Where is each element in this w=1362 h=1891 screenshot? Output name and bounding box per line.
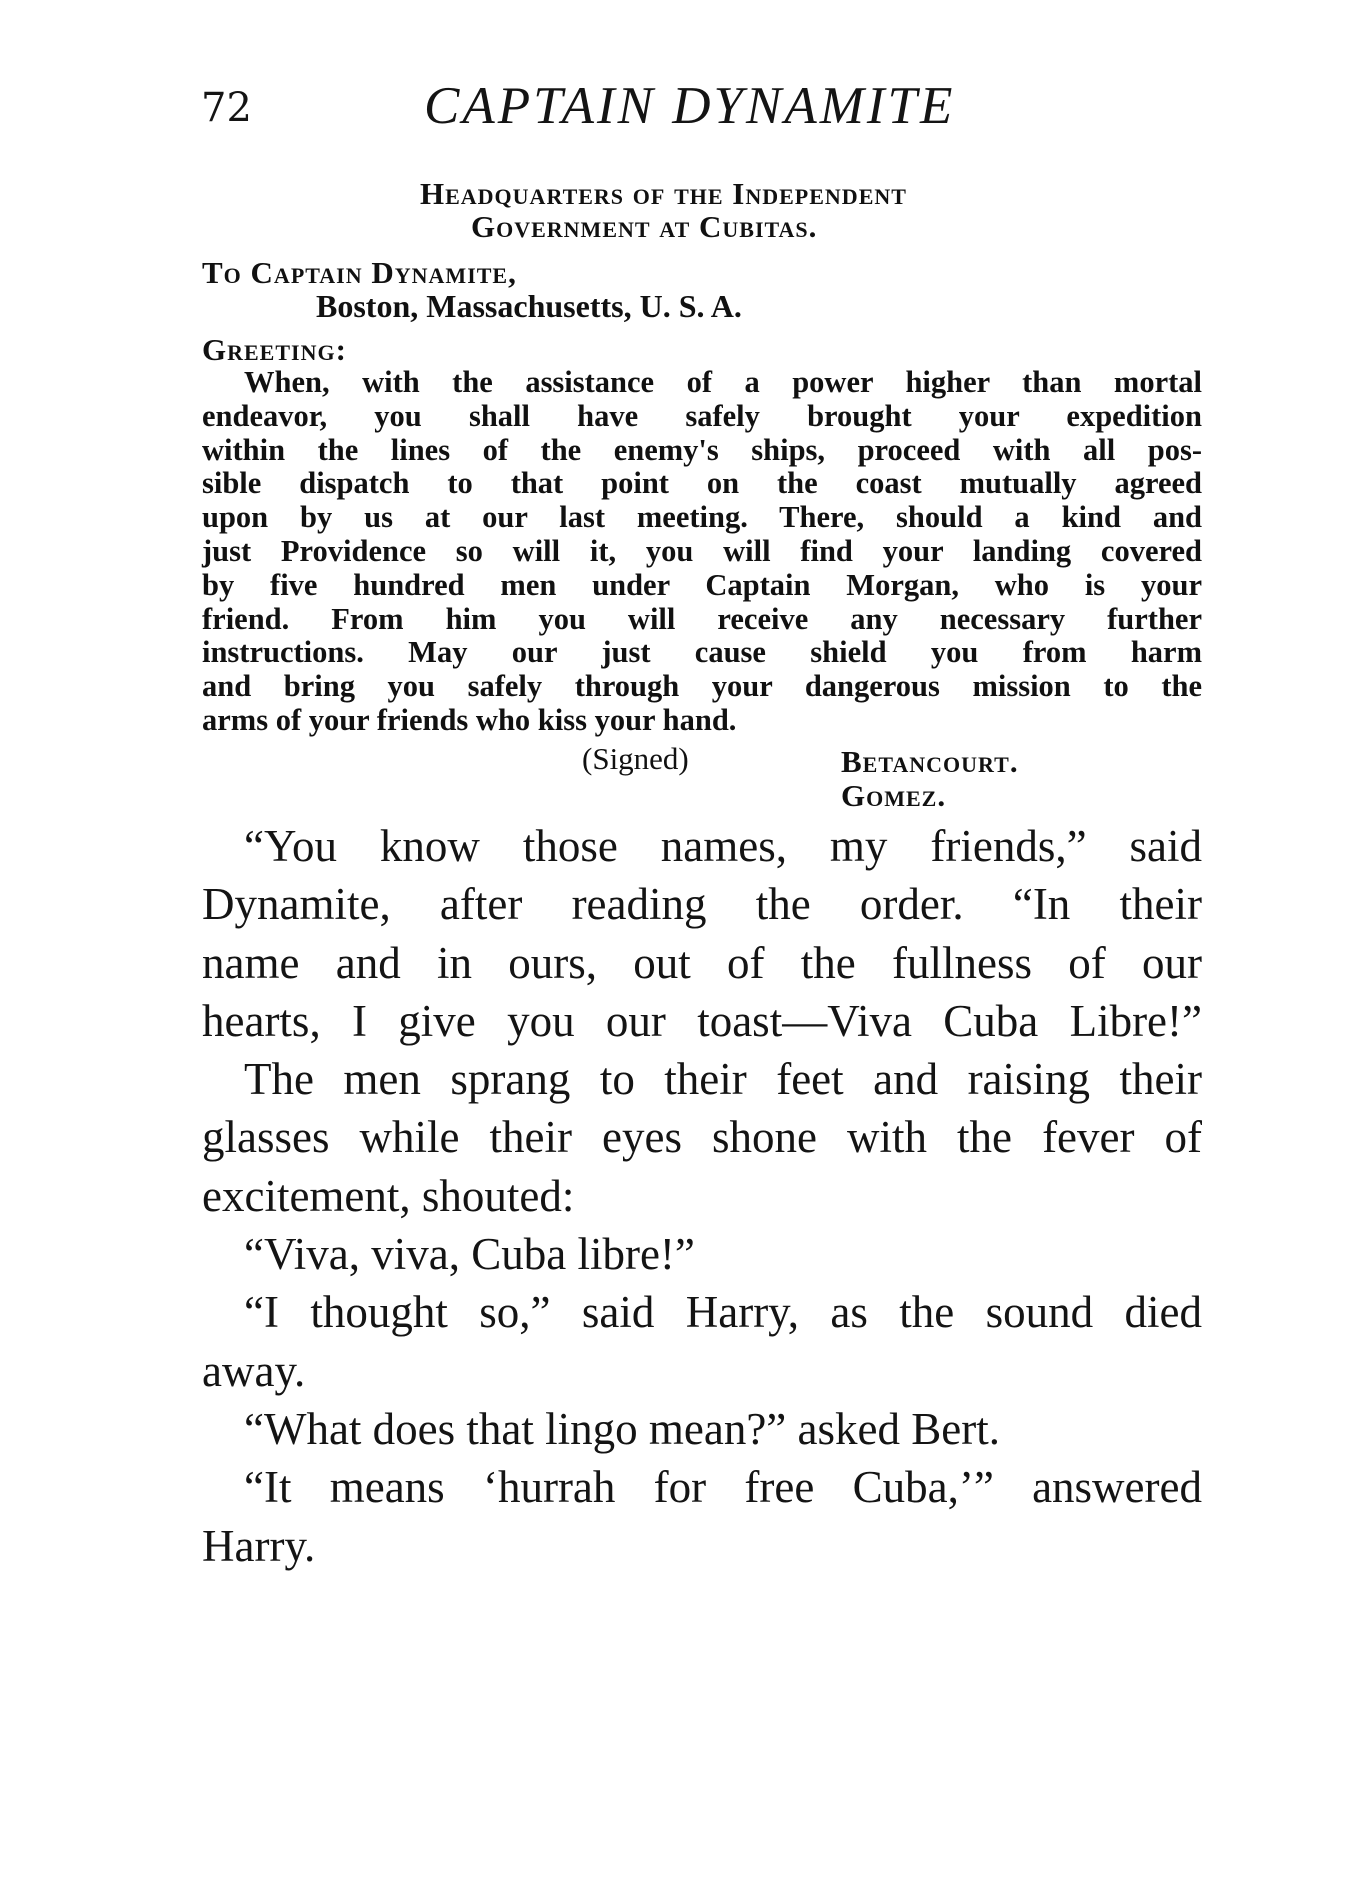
signed-label: (Signed)	[582, 741, 689, 776]
narrative-line: excitement, shouted:	[202, 1170, 575, 1221]
letter-line: and bring you safely through your dangerous mission to the	[202, 669, 1202, 704]
narrative-line: The men sprang to their feet and raising their	[244, 1054, 1202, 1105]
letter-heading-line2: Government at Cubitas.	[471, 209, 818, 244]
narrative-text	[202, 817, 1202, 1575]
letter-line: arms of your friends who kiss your hand.	[202, 702, 737, 737]
letter-line: When, with the assistance of a power higher than mortal	[244, 365, 1202, 399]
narrative-line: Dynamite, after reading the order. “In their	[202, 879, 1202, 930]
signature-gomez: Gomez.	[841, 778, 947, 813]
letter-line: instructions. May our just cause shield you from harm	[202, 635, 1202, 670]
narrative-line: “Viva, viva, Cuba libre!”	[244, 1229, 695, 1280]
letter-line: sible dispatch to that point on the coast mutually agreed	[202, 466, 1202, 501]
narrative-line: “It means ‘hurrah for free Cuba,’” answered	[244, 1462, 1202, 1513]
running-title: CAPTAIN DYNAMITE	[424, 77, 956, 135]
narrative-line: glasses while their eyes shone with the fever of	[202, 1112, 1202, 1163]
letter-line: just Providence so will it, you will find your landing covered	[202, 533, 1202, 568]
narrative-line: away.	[202, 1345, 306, 1396]
narrative-line: Harry.	[202, 1520, 316, 1571]
letter-recipient: To Captain Dynamite,	[202, 255, 517, 290]
letter-line: by five hundred men under Captain Morgan, who is your	[202, 567, 1202, 602]
letter-body	[202, 366, 1202, 738]
letter-heading-line1: Headquarters of the Independent	[420, 176, 907, 211]
letter-line: within the lines of the enemy's ships, proceed with all pos-	[202, 432, 1202, 467]
narrative-line: “What does that lingo mean?” asked Bert.	[244, 1403, 1000, 1454]
letter-line: friend. From him you will receive any necessary further	[202, 601, 1202, 636]
letter-line: endeavor, you shall have safely brought your expedition	[202, 398, 1202, 433]
narrative-line: “I thought so,” said Harry, as the sound died	[244, 1287, 1202, 1338]
narrative-line: name and in ours, out of the fullness of our	[202, 937, 1202, 988]
letter-address: Boston, Massachusetts, U. S. A.	[316, 288, 742, 324]
page-number: 72	[201, 85, 252, 131]
narrative-line: “You know those names, my friends,” said	[244, 821, 1202, 871]
narrative-line: hearts, I give you our toast—Viva Cuba Libre!”	[202, 995, 1202, 1046]
signature-betancourt: Betancourt.	[841, 744, 1019, 779]
letter-greeting: Greeting:	[202, 332, 347, 367]
letter-line: upon by us at our last meeting. There, should a kind and	[202, 500, 1202, 535]
